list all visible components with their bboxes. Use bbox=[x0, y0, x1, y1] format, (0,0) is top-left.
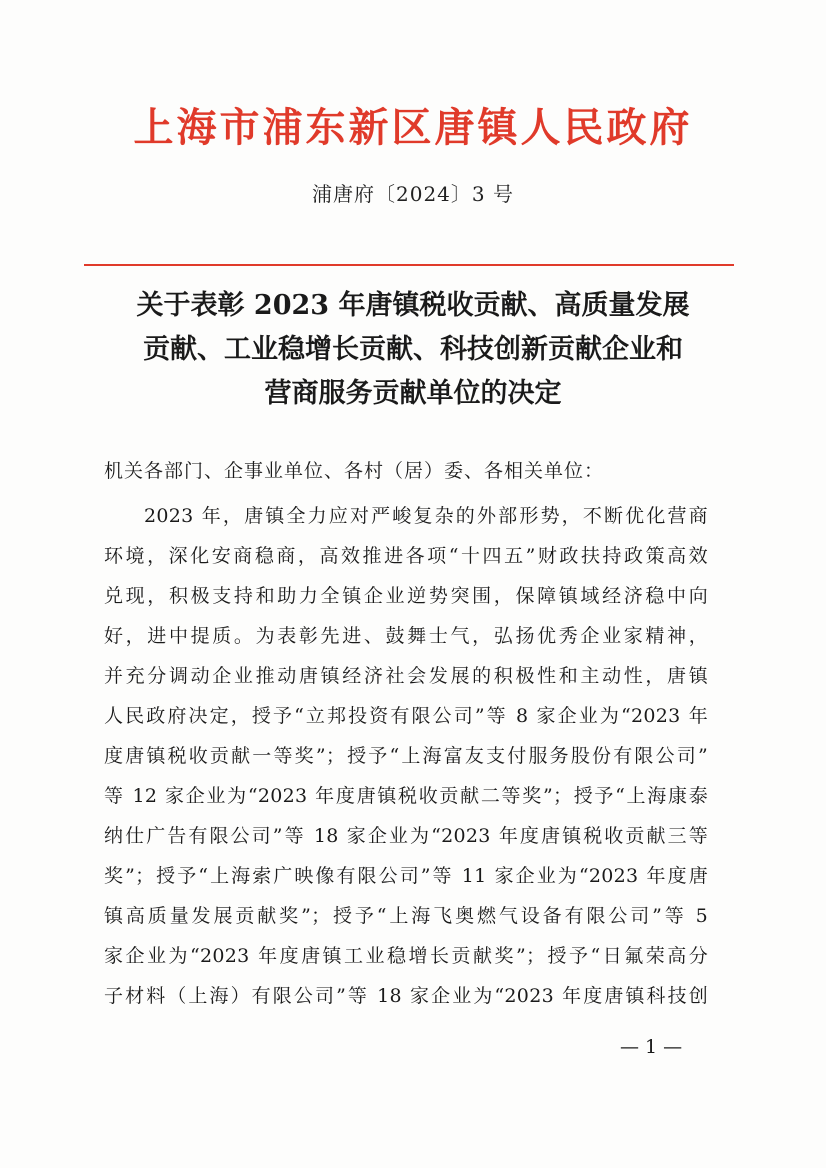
title-line-1: 关于表彰 2023 年唐镇税收贡献、高质量发展 bbox=[136, 290, 690, 321]
red-separator-line bbox=[84, 264, 734, 266]
body-line-9: 纳仕广告有限公司”等 18 家企业为“2023 年度唐镇税收贡献三等 bbox=[104, 825, 708, 847]
page-number: — 1 — bbox=[620, 1036, 683, 1058]
title-line-3: 营商服务贡献单位的决定 bbox=[264, 378, 562, 409]
document-title bbox=[80, 284, 746, 416]
body-line-3: 兑现，积极支持和助力全镇企业逆势突围，保障镇域经济稳中向 bbox=[104, 585, 708, 607]
body-line-2: 环境，深化安商稳商，高效推进各项“十四五”财政扶持政策高效 bbox=[104, 545, 708, 567]
salutation: 机关各部门、企事业单位、各村（居）委、各相关单位： bbox=[104, 460, 605, 482]
body-line-13: 子材料（上海）有限公司”等 18 家企业为“2023 年度唐镇科技创 bbox=[104, 985, 708, 1007]
body-line-4: 好，进中提质。为表彰先进、鼓舞士气，弘扬优秀企业家精神， bbox=[104, 625, 708, 647]
document-number: 浦唐府〔2024〕3 号 bbox=[312, 182, 514, 206]
body-line-7: 度唐镇税收贡献一等奖”；授予“上海富友支付服务股份有限公司” bbox=[104, 745, 708, 767]
body-line-6: 人民政府决定，授予“立邦投资有限公司”等 8 家企业为“2023 年 bbox=[104, 705, 708, 727]
body-line-10: 奖”；授予“上海索广映像有限公司”等 11 家企业为“2023 年度唐 bbox=[104, 865, 708, 887]
body-line-5: 并充分调动企业推动唐镇经济社会发展的积极性和主动性，唐镇 bbox=[104, 665, 708, 687]
body-line-8: 等 12 家企业为“2023 年度唐镇税收贡献二等奖”；授予“上海康泰 bbox=[104, 785, 708, 807]
body-line-11: 镇高质量发展贡献奖”；授予“上海飞奥燃气设备有限公司”等 5 bbox=[104, 905, 708, 927]
body-line-1: 2023 年，唐镇全力应对严峻复杂的外部形势，不断优化营商 bbox=[144, 505, 708, 527]
title-line-2: 贡献、工业稳增长贡献、科技创新贡献企业和 bbox=[143, 334, 683, 365]
body-line-12: 家企业为“2023 年度唐镇工业稳增长贡献奖”；授予“日氟荣高分 bbox=[104, 945, 708, 967]
issuer-name: 上海市浦东新区唐镇人民政府 bbox=[133, 104, 693, 151]
